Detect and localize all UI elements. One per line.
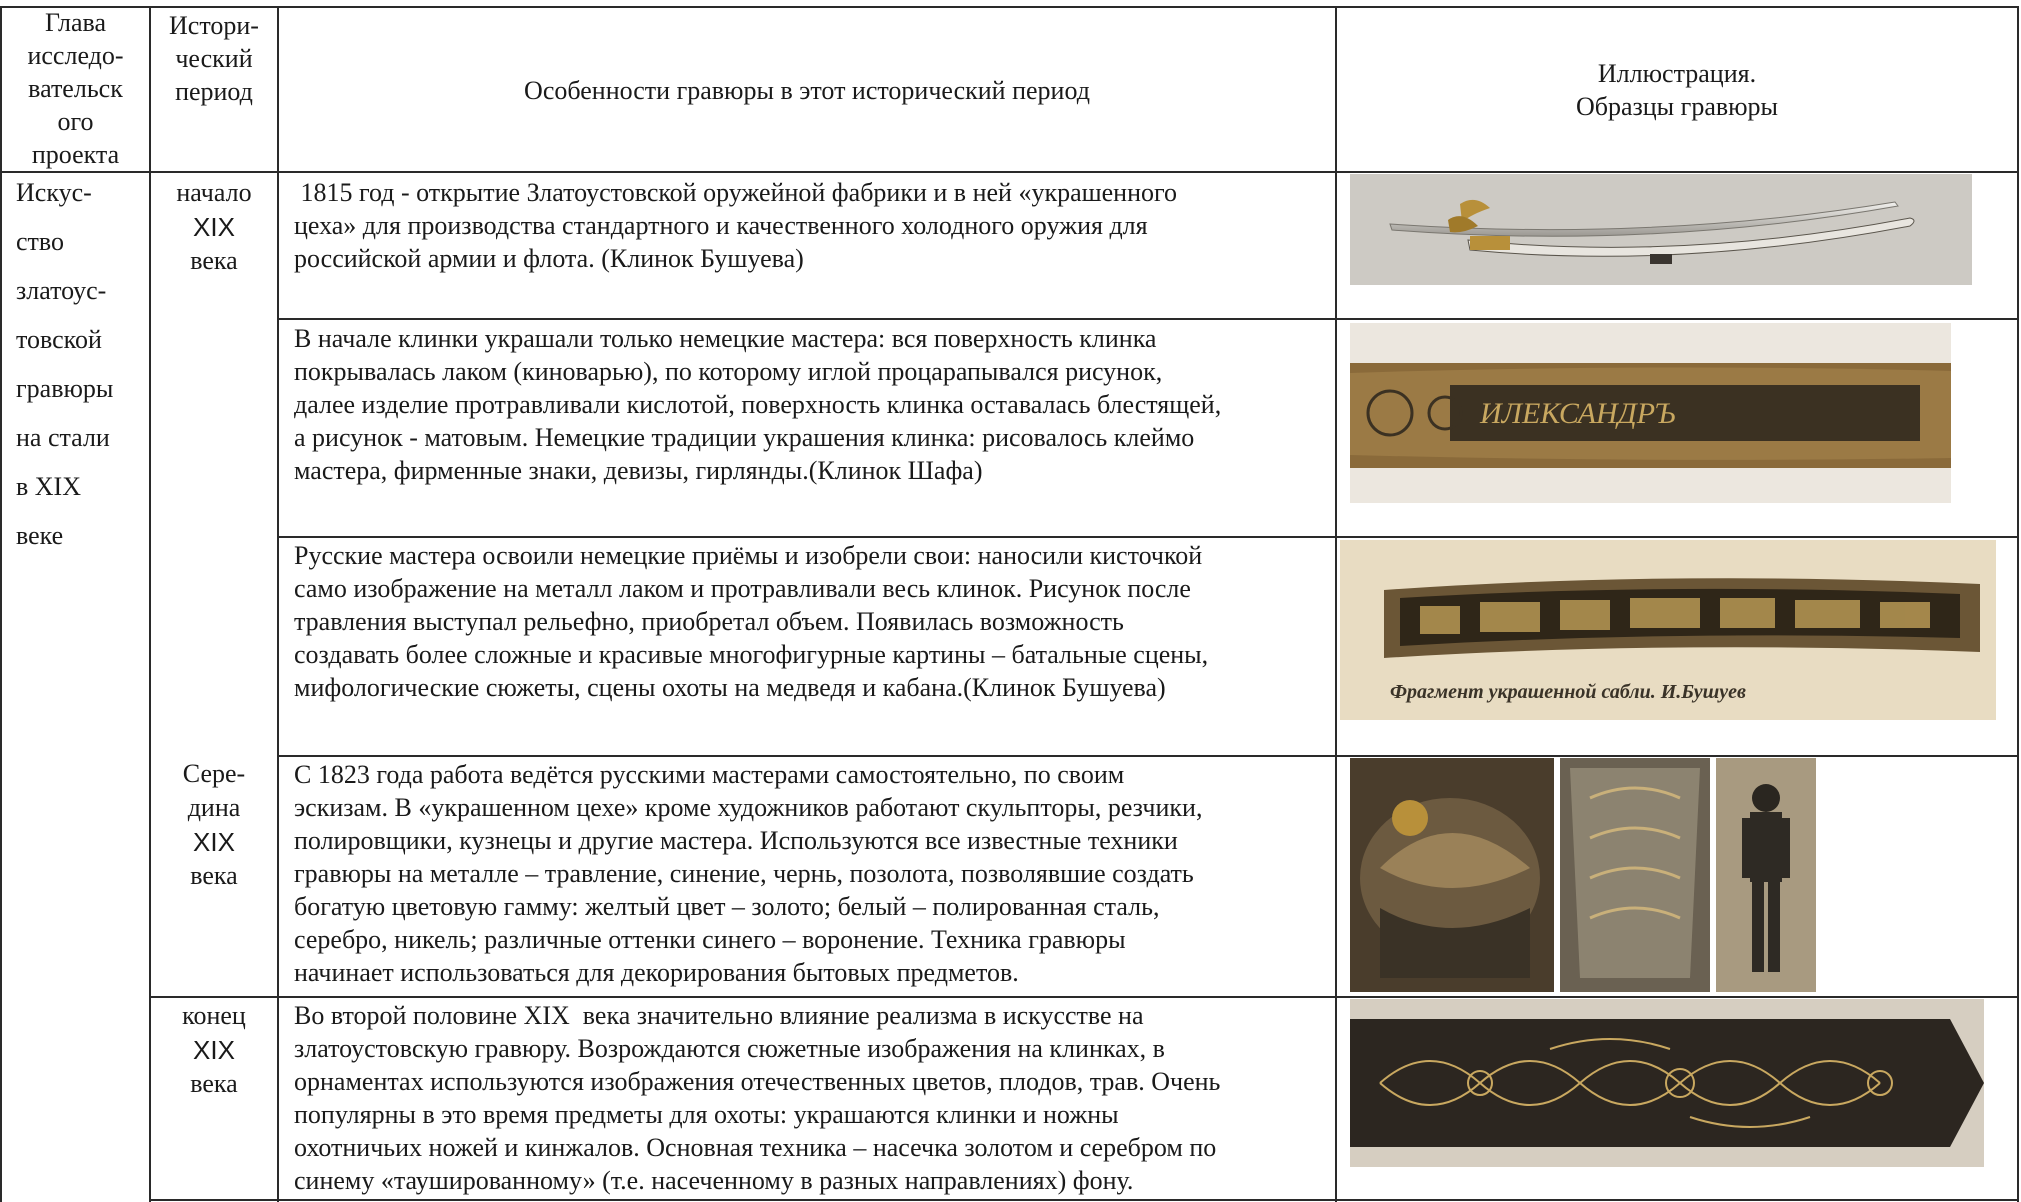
header-period: Истори- ческий период bbox=[169, 11, 259, 106]
cuirass-photo bbox=[1560, 758, 1710, 992]
row1-description: 1815 год - открытие Златоустовской оружейной фабрики и в ней «украшенного цеха» для производства стандартного и качественного холодного оружия для российской армии и флота. (Клинок Бушуева) bbox=[294, 178, 1178, 273]
row3-description: Русские мастера освоили немецкие приёмы и изобрели свои: наносили кисточкой само изображение на металл лаком и протравливали весь клинок. Рисунок после травления выступал рельефно, приобретал объем. Появилась возможность создавать более сложные и красивые многофигурные картины – батальные сцены, мифологические сюжеты, сцены охоты на медведя и кабана.(Клинок Бушуева) bbox=[294, 541, 1209, 702]
period-middle: Сере- дина XIX века bbox=[182, 759, 246, 890]
table-border-right bbox=[2017, 6, 2019, 1202]
header-chapter: Глава исследо- вательск ого проекта bbox=[27, 8, 124, 169]
period-late: конец XIX века bbox=[182, 1001, 246, 1098]
saber-with-scabbard-image bbox=[1350, 174, 1972, 285]
svg-text:ИЛЕКСАНДРЪ: ИЛЕКСАНДРЪ bbox=[1480, 397, 1676, 430]
svg-text:Фрагмент украшенной сабли. И.Б: Фрагмент украшенной сабли. И.Бушуев bbox=[1390, 681, 1746, 703]
period-early: начало XIX века bbox=[176, 178, 252, 275]
chapter-line: гравюры bbox=[16, 374, 114, 403]
row3-bottom-border bbox=[277, 755, 2019, 757]
gold-ornament-blade-image bbox=[1350, 999, 1984, 1167]
chapter-line: на стали bbox=[16, 423, 110, 452]
table-border-bottom bbox=[149, 1199, 2019, 1201]
chapter-line: в XIX bbox=[16, 472, 81, 501]
row5-description: Во второй половине XIX века значительно влияние реализма в искусстве на златоустовскую гравюру. Возрождаются сюжетные изображения на клинках, в орнаментах используются изображения отечественных цветов, плодов, трав. Очень популярны в это время предметы для охоты: украшаются клинки и ножны охотничьих ножей и кинжалов. Основная техника – насечка золотом и серебром по синему «таушированному» (т.е. насеченному в разных направлениях) фону. bbox=[294, 1001, 1221, 1195]
table-border-left bbox=[0, 6, 2, 1202]
row1-bottom-border bbox=[277, 318, 2019, 320]
chapter-line: ство bbox=[16, 227, 65, 256]
chapter-line: товской bbox=[16, 325, 102, 354]
table-border-col4 bbox=[1335, 6, 1337, 1202]
chapter-line: златоус- bbox=[16, 276, 107, 305]
period4-top-border bbox=[149, 996, 277, 998]
header-features: Особенности гравюры в этот исторический период bbox=[524, 75, 1090, 105]
chapter-line: веке bbox=[16, 521, 64, 550]
table-border-col3 bbox=[277, 6, 279, 1202]
row4-bottom-border bbox=[277, 996, 2019, 998]
row2-description: В начале клинки украшали только немецкие мастера: вся поверхность клинка покрывалась лаком (киноварью), по которому иглой процарапывался рисунок, далее изделие протравливали кислотой, поверхность клинка оставалась блестящей, а рисунок - матовым. Немецкие традиции украшения клинка: рисовалось клеймо мастера, фирменные знаки, девизы, гирлянды.(Клинок Шафа) bbox=[294, 324, 1222, 485]
chapter-line: Искус- bbox=[16, 178, 92, 207]
helmet-photo bbox=[1350, 758, 1554, 992]
armor-figure-photo bbox=[1716, 758, 1816, 992]
battle-scene-blade-image bbox=[1340, 540, 1996, 720]
inscribed-blade-image bbox=[1350, 323, 1951, 503]
header-illustration: Иллюстрация. Образцы гравюры bbox=[1575, 59, 1779, 121]
row2-bottom-border bbox=[277, 536, 2019, 538]
row4-description: С 1823 года работа ведётся русскими мастерами самостоятельно, по своим эскизам. В «украшенном цехе» кроме художников работают скульпторы, резчики, полировщики, кузнецы и другие мастера. Используются все известные техники гравюры на металле – травление, синение, чернь, позолота, позволявшие создать богатую цветовую гамму: желтый цвет – золото; белый – полированная сталь, серебро, никель; различные оттенки синего – воронение. Техника гравюры начинает использоваться для декорирования бытовых предметов. bbox=[294, 760, 1203, 987]
